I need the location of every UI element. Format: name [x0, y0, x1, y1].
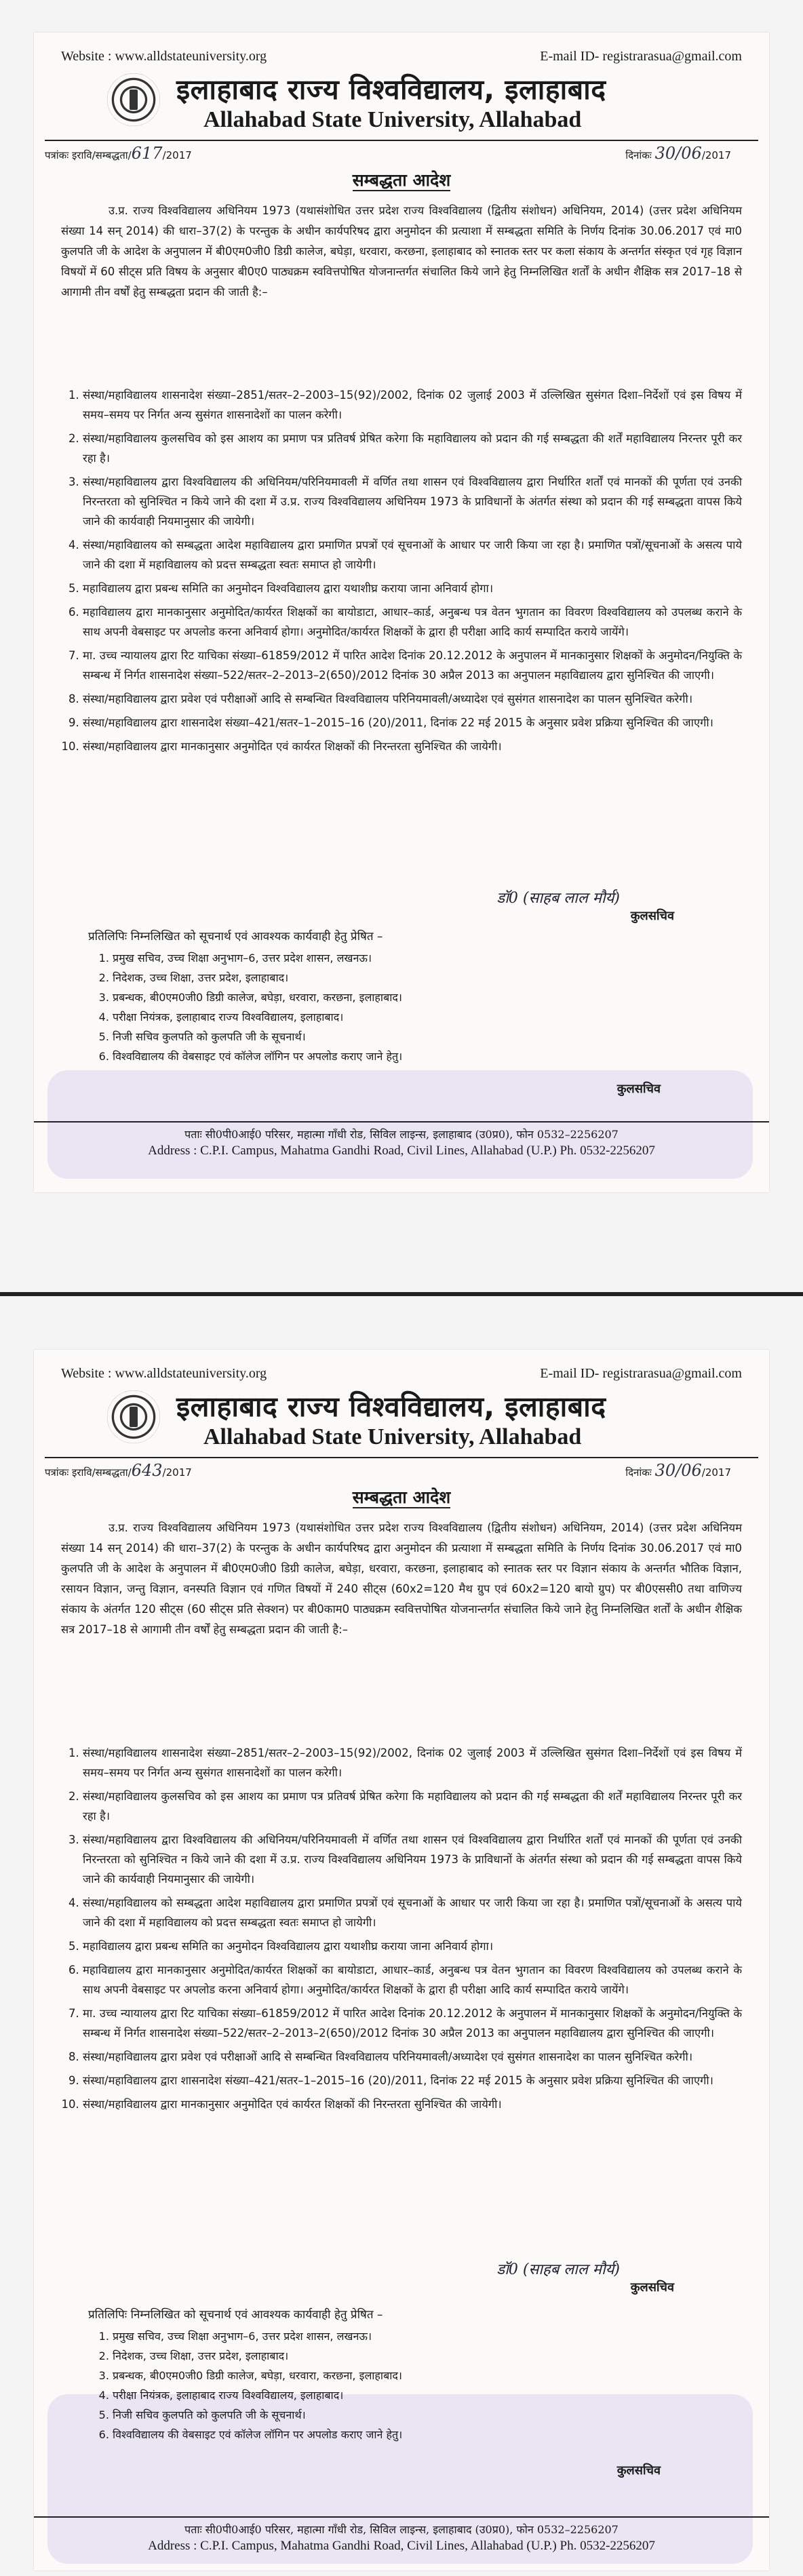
date-year: /2017 — [701, 149, 731, 161]
copy-item: 3. प्रबन्धक, बी0एम0जी0 डिग्री कालेज, बघेड़ा, धरवारा, करछना, इलाहाबाद। — [113, 988, 688, 1007]
university-name-english: Allahabad State University, Allahabad — [203, 107, 582, 132]
condition-item: 7. मा. उच्च न्यायालय द्वारा रिट याचिका संख्या–61859/2012 में पारित आदेश दिनांक 20.12.2012 के अनुपालन में मानकानुसार शिक्षकों के अनुमोदन/नियुक्ति के सम्बन्ध में निर्गत शासनादेश संख्या–522/सतर–2–2013–2(650)/2012 दिनांक 30 अप्रैल 2013 का अनुपालन महाविद्यालय द्वारा सुनिश्चित की जाएगी। — [83, 2004, 742, 2043]
website-text: Website : www.alldstateuniversity.org — [61, 49, 267, 64]
reference-prefix: पत्रांकः इरावि/सम्बद्धता/ — [45, 149, 132, 161]
reference-year: /2017 — [162, 149, 192, 161]
copy-item: 4. परीक्षा नियंत्रक, इलाहाबाद राज्य विश्वविद्यालय, इलाहाबाद। — [113, 2385, 688, 2405]
order-intro: उ.प्र. राज्य विश्वविद्यालय अधिनियम 1973 (यथासंशोधित उत्तर प्रदेश राज्य विश्वविद्यालय (द्वितीय संशोधन) अधिनियम, 2014) (उत्तर प्रदेश अधिनियम संख्या 14 सन् 2014) की धारा–37(2) के परन्तुक के अधीन कार्यपरिषद द्वारा अनुमोदन की प्रत्याशा में सम्बद्धता समिति के निर्णय दिनांक 30.06.2017 एवं मा0 कुलपति जी के आदेश के अनुपालन में बी0एम0जी0 डिग्री कालेज, बघेड़ा, धरवारा, करछना, इलाहाबाद को स्नातक स्तर पर कला संकाय के अन्तर्गत संस्कृत एवं गृह विज्ञान विषयों में 60 सीट्स प्रति विषय के अनुसार बी0ए0 पाठ्यक्रम स्ववित्तपोषित योजनान्तर्गत संचालित किये जाने हेतु निम्नलिखित शर्तों के अधीन शैक्षिक सत्र 2017–18 से आगामी तीन वर्षों हेतु सम्बद्धता प्रदान की जाती है:– — [61, 204, 742, 298]
copy-item: 4. परीक्षा नियंत्रक, इलाहाबाद राज्य विश्वविद्यालय, इलाहाबाद। — [113, 1007, 688, 1027]
copy-item: 1. प्रमुख सचिव, उच्च शिक्षा अनुभाग–6, उत्तर प्रदेश शासन, लखनऊ। — [113, 2326, 688, 2346]
conditions-list — [61, 1743, 742, 2118]
condition-item: 6. महाविद्यालय द्वारा मानकानुसार अनुमोदित/कार्यरत शिक्षकों का बायोडाटा, आधार–कार्ड, अनुबन्ध पत्र वेतन भुगतान का विवरण विश्वविद्यालय को उपलब्ध कराने के साथ अपनी वेबसाइट पर अपलोड करना अनिवार्य होगा। अनुमोदित/कार्यरत शिक्षकों के द्वारा ही परीक्षा आदि कार्य सम्पादित कराये जायेंगे। — [83, 1960, 742, 1999]
copy-list — [88, 2326, 688, 2444]
condition-item: 8. संस्था/महाविद्यालय द्वारा प्रवेश एवं परीक्षाओं आदि से सम्बन्धित विश्वविद्यालय परिनियमावली/अध्यादेश एवं सुसंगत शासनादेश का पालन सुनिश्चित करेगी। — [83, 689, 742, 709]
copy-item: 2. निदेशक, उच्च शिक्षा, उत्तर प्रदेश, इलाहाबाद। — [113, 2346, 688, 2366]
copy-item: 5. निजी सचिव कुलपति को कुलपति जी के सूचनार्थ। — [113, 1027, 688, 1047]
condition-item: 3. संस्था/महाविद्यालय द्वारा विश्वविद्यालय की अधिनियम/परिनियमावली में वर्णित तथा शासन एवं विश्वविद्यालय द्वारा निर्धारित शर्तों एवं मानकों की पूर्णता एवं उनकी निरन्तरता को सुनिश्चित न किये जाने की दशा में उ.प्र. राज्य विश्वविद्यालय अधिनियम 1973 के प्राविधानों के अंतर्गत संस्था को प्रदान की गई सम्बद्धता वापस किये जाने की कार्यवाही नियमानुसार की जायेगी। — [83, 472, 742, 531]
copy-signatory: कुलसचिव — [616, 2463, 661, 2478]
date-value: 30/06 — [654, 1461, 702, 1480]
address-hindi: पताः सी0पी0आई0 परिसर, महात्मा गाँधी रोड, सिविल लाइन्स, इलाहाबाद (उ0प्र0), फोन 0532–2256207 — [184, 1128, 619, 1141]
address-english: Address : C.P.I. Campus, Mahatma Gandhi Road, Civil Lines, Allahabad (U.P.) Ph. 0532-2256207 — [148, 2539, 655, 2553]
page-separator — [0, 1292, 803, 1296]
condition-item: 9. संस्था/महाविद्यालय द्वारा शासनादेश संख्या–421/सतर–1–2015–16 (20)/2011, दिनांक 22 मई 2015 के अनुसार प्रवेश प्रक्रिया सुनिश्चित की जाएगी। — [83, 2071, 742, 2090]
website-text: Website : www.alldstateuniversity.org — [61, 1366, 267, 1381]
condition-item: 10. संस्था/महाविद्यालय द्वारा मानकानुसार अनुमोदित एवं कार्यरत शिक्षकों की निरन्तरता सुनिश्चित की जायेगी। — [83, 737, 742, 756]
copy-item: 6. विश्वविद्यालय की वेबसाइट एवं कॉलेज लॉगिन पर अपलोड कराए जाने हेतु। — [113, 2425, 688, 2444]
address-footer — [34, 1121, 769, 1159]
condition-item: 5. महाविद्यालय द्वारा प्रबन्ध समिति का अनुमोदन विश्वविद्यालय द्वारा यथाशीघ्र कराया जाना अनिवार्य होगा। — [83, 1936, 742, 1956]
copy-item: 6. विश्वविद्यालय की वेबसाइट एवं कॉलेज लॉगिन पर अपलोड कराए जाने हेतु। — [113, 1047, 688, 1066]
signatory-role: कुलसचिव — [630, 2280, 674, 2295]
condition-item: 2. संस्था/महाविद्यालय कुलसचिव को इस आशय का प्रमाण पत्र प्रतिवर्ष प्रेषित करेगा कि महाविद्यालय को प्रदान की गई सम्बद्धता की शर्तें महाविद्यालय निरन्तर पूरी कर रहा है। — [83, 429, 742, 468]
signatory-name: डॉ0 (साहब लाल मौर्य) — [496, 2261, 620, 2278]
university-seal-icon — [107, 1390, 160, 1443]
conditions-list — [61, 385, 742, 760]
condition-item: 2. संस्था/महाविद्यालय कुलसचिव को इस आशय का प्रमाण पत्र प्रतिवर्ष प्रेषित करेगा कि महाविद्यालय को प्रदान की गई सम्बद्धता की शर्तें महाविद्यालय निरन्तर पूरी कर रहा है। — [83, 1787, 742, 1826]
document-page-2 — [34, 1350, 769, 2571]
copy-heading: प्रतिलिपिः निम्नलिखित को सूचनार्थ एवं आवश्यक कार्यवाही हेतु प्रेषित – — [88, 2308, 383, 2322]
university-name-hindi: इलाहाबाद राज्य विश्वविद्यालय, इलाहाबाद — [176, 73, 606, 106]
condition-item: 5. महाविद्यालय द्वारा प्रबन्ध समिति का अनुमोदन विश्वविद्यालय द्वारा यथाशीघ्र कराया जाना अनिवार्य होगा। — [83, 579, 742, 598]
email-text: E-mail ID- registrarasua@gmail.com — [540, 49, 742, 64]
condition-item: 6. महाविद्यालय द्वारा मानकानुसार अनुमोदित/कार्यरत शिक्षकों का बायोडाटा, आधार–कार्ड, अनुबन्ध पत्र वेतन भुगतान का विवरण विश्वविद्यालय को उपलब्ध कराने के साथ अपनी वेबसाइट पर अपलोड करना अनिवार्य होगा। अनुमोदित/कार्यरत शिक्षकों के द्वारा ही परीक्षा आदि कार्य सम्पादित कराये जायेंगे। — [83, 602, 742, 642]
order-intro: उ.प्र. राज्य विश्वविद्यालय अधिनियम 1973 (यथासंशोधित उत्तर प्रदेश राज्य विश्वविद्यालय (द्वितीय संशोधन) अधिनियम, 2014) (उत्तर प्रदेश अधिनियम संख्या 14 सन् 2014) की धारा–37(2) के परन्तुक के अधीन कार्यपरिषद द्वारा अनुमोदन की प्रत्याशा में सम्बद्धता समिति के निर्णय दिनांक 30.06.2017 एवं मा0 कुलपति जी के आदेश के अनुपालन में बी0एम0जी0 डिग्री कालेज, बघेड़ा, धरवारा, करछना, इलाहाबाद को स्नातक स्तर पर विज्ञान संकाय के अन्तर्गत भौतिक विज्ञान, रसायन विज्ञान, जन्तु विज्ञान, वनस्पति विज्ञान एवं गणित विषयों में 240 सीट्स (60x2=120 मैथ ग्रुप एवं 60x2=120 बायो ग्रुप) पर बी0एससी0 तथा वाणिज्य संकाय के अंतर्गत 120 सीट्स (60 सीट्स प्रति सेक्शन) पर बी0काम0 पाठ्यक्रम स्ववित्तपोषित योजनान्तर्गत संचालित किये जाने हेतु निम्नलिखित शर्तों के अधीन शैक्षिक सत्र 2017–18 से आगामी तीन वर्षों हेतु सम्बद्धता प्रदान की जाती है:– — [61, 1521, 742, 1636]
condition-item: 3. संस्था/महाविद्यालय द्वारा विश्वविद्यालय की अधिनियम/परिनियमावली में वर्णित तथा शासन एवं विश्वविद्यालय द्वारा निर्धारित शर्तों एवं मानकों की पूर्णता एवं उनकी निरन्तरता को सुनिश्चित न किये जाने की दशा में उ.प्र. राज्य विश्वविद्यालय अधिनियम 1973 के प्राविधानों के अंतर्गत संस्था को प्रदान की गई सम्बद्धता वापस किये जाने की कार्यवाही नियमानुसार की जायेगी। — [83, 1830, 742, 1889]
reference-line — [45, 140, 758, 163]
address-footer — [34, 2516, 769, 2554]
reference-year: /2017 — [162, 1466, 192, 1479]
copy-signatory: कुलसचिव — [616, 1082, 661, 1096]
date-label: दिनांकः — [625, 1466, 652, 1479]
condition-item: 9. संस्था/महाविद्यालय द्वारा शासनादेश संख्या–421/सतर–1–2015–16 (20)/2011, दिनांक 22 मई 2015 के अनुसार प्रवेश प्रक्रिया सुनिश्चित की जाएगी। — [83, 713, 742, 733]
condition-item: 10. संस्था/महाविद्यालय द्वारा मानकानुसार अनुमोदित एवं कार्यरत शिक्षकों की निरन्तरता सुनिश्चित की जायेगी। — [83, 2094, 742, 2114]
date-label: दिनांकः — [625, 149, 652, 161]
condition-item: 8. संस्था/महाविद्यालय द्वारा प्रवेश एवं परीक्षाओं आदि से सम्बन्धित विश्वविद्यालय परिनियमावली/अध्यादेश एवं सुसंगत शासनादेश का पालन सुनिश्चित करेगी। — [83, 2047, 742, 2067]
reference-number: 617 — [131, 144, 163, 163]
university-name-english: Allahabad State University, Allahabad — [203, 1424, 582, 1449]
signatory-name: डॉ0 (साहब लाल मौर्य) — [496, 890, 620, 907]
copy-item: 3. प्रबन्धक, बी0एम0जी0 डिग्री कालेज, बघेड़ा, धरवारा, करछना, इलाहाबाद। — [113, 2366, 688, 2385]
contact-line — [61, 1366, 742, 1382]
address-english: Address : C.P.I. Campus, Mahatma Gandhi Road, Civil Lines, Allahabad (U.P.) Ph. 0532-2256207 — [148, 1144, 655, 1158]
condition-item: 4. संस्था/महाविद्यालय को सम्बद्धता आदेश महाविद्यालय द्वारा प्रमाणित प्रपत्रों एवं सूचनाओं के आधार पर जारी किया जा रहा है। प्रमाणित पत्रों/सूचनाओं के असत्य पाये जाने की दशा में महाविद्यालय को प्रदत्त सम्बद्धता स्वतः समाप्त हो जायेगी। — [83, 1893, 742, 1932]
reference-number: 643 — [131, 1461, 163, 1480]
order-title: सम्बद्धता आदेश — [352, 1487, 451, 1507]
date-year: /2017 — [701, 1466, 731, 1479]
email-text: E-mail ID- registrarasua@gmail.com — [540, 1366, 742, 1381]
university-name-hindi: इलाहाबाद राज्य विश्वविद्यालय, इलाहाबाद — [176, 1390, 606, 1423]
copy-item: 2. निदेशक, उच्च शिक्षा, उत्तर प्रदेश, इलाहाबाद। — [113, 968, 688, 988]
date-value: 30/06 — [654, 144, 702, 163]
copy-heading: प्रतिलिपिः निम्नलिखित को सूचनार्थ एवं आवश्यक कार्यवाही हेतु प्रेषित – — [88, 930, 383, 943]
address-hindi: पताः सी0पी0आई0 परिसर, महात्मा गाँधी रोड, सिविल लाइन्स, इलाहाबाद (उ0प्र0), फोन 0532–2256207 — [184, 2523, 619, 2536]
reference-prefix: पत्रांकः इरावि/सम्बद्धता/ — [45, 1466, 132, 1479]
document-page-1 — [34, 33, 769, 1192]
copy-list — [88, 948, 688, 1066]
copy-item: 1. प्रमुख सचिव, उच्च शिक्षा अनुभाग–6, उत्तर प्रदेश शासन, लखनऊ। — [113, 948, 688, 968]
copy-item: 5. निजी सचिव कुलपति को कुलपति जी के सूचनार्थ। — [113, 2405, 688, 2425]
condition-item: 1. संस्था/महाविद्यालय शासनादेश संख्या–2851/सतर–2–2003–15(92)/2002, दिनांक 02 जुलाई 2003 में उल्लिखित सुसंगत दिशा–निर्देशों एवं इस विषय में समय–समय पर निर्गत अन्य सुसंगत शासनादेशों का पालन करेगी। — [83, 1743, 742, 1782]
condition-item: 7. मा. उच्च न्यायालय द्वारा रिट याचिका संख्या–61859/2012 में पारित आदेश दिनांक 20.12.2012 के अनुपालन में मानकानुसार शिक्षकों के अनुमोदन/नियुक्ति के सम्बन्ध में निर्गत शासनादेश संख्या–522/सतर–2–2013–2(650)/2012 दिनांक 30 अप्रैल 2013 का अनुपालन महाविद्यालय द्वारा सुनिश्चित की जाएगी। — [83, 646, 742, 685]
signatory-role: कुलसचिव — [630, 909, 674, 923]
contact-line — [61, 49, 742, 64]
reference-line — [45, 1457, 758, 1480]
condition-item: 1. संस्था/महाविद्यालय शासनादेश संख्या–2851/सतर–2–2003–15(92)/2002, दिनांक 02 जुलाई 2003 में उल्लिखित सुसंगत दिशा–निर्देशों एवं इस विषय में समय–समय पर निर्गत अन्य सुसंगत शासनादेशों का पालन करेगी। — [83, 385, 742, 425]
condition-item: 4. संस्था/महाविद्यालय को सम्बद्धता आदेश महाविद्यालय द्वारा प्रमाणित प्रपत्रों एवं सूचनाओं के आधार पर जारी किया जा रहा है। प्रमाणित पत्रों/सूचनाओं के असत्य पाये जाने की दशा में महाविद्यालय को प्रदत्त सम्बद्धता स्वतः समाप्त हो जायेगी। — [83, 535, 742, 574]
university-seal-icon — [107, 73, 160, 126]
order-title: सम्बद्धता आदेश — [352, 170, 451, 190]
